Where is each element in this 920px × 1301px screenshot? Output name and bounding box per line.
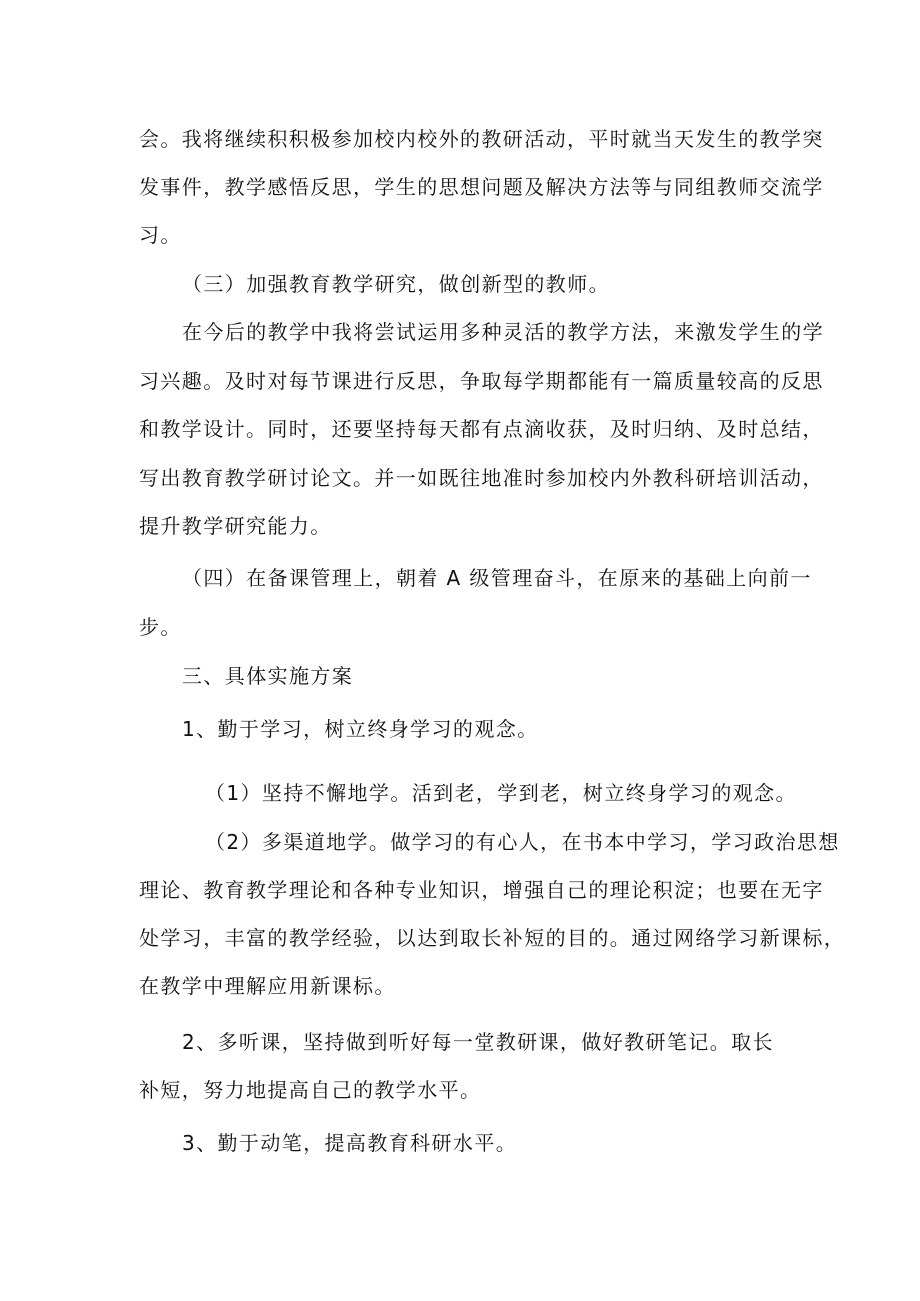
paragraph-line: 和教学设计。同时，还要坚持每天都有点滴收获，及时归纳、及时总结， — [139, 417, 824, 441]
paragraph-line: 会。我将继续积积极参加校内校外的教研活动，平时就当天发生的教学突 — [139, 127, 824, 151]
sub-item-2: （2）多渠道地学。做学习的有心人，在书本中学习，学习政治思想 — [205, 830, 840, 854]
paragraph-line: 写出教育教学研讨论文。并一如既往地准时参加校内外教科研培训活动， — [139, 466, 824, 490]
section-heading-4: （四）在备课管理上，朝着 A 级管理奋斗，在原来的基础上向前一 — [182, 566, 812, 590]
chapter-heading: 三、具体实施方案 — [182, 664, 354, 688]
section-heading-3: （三）加强教育教学研究，做创新型的教师。 — [182, 272, 610, 296]
paragraph-line: 补短，努力地提高自己的教学水平。 — [139, 1078, 482, 1102]
paragraph-line: 步。 — [139, 615, 182, 639]
item-heading-3: 3、勤于动笔，提高教育科研水平。 — [182, 1131, 518, 1155]
paragraph-line: 处学习，丰富的教学经验，以达到取长补短的目的。通过网络学习新课标， — [139, 926, 846, 950]
item-heading-2: 2、多听课，坚持做到听好每一堂教研课，做好教研笔记。取长 — [182, 1030, 774, 1054]
paragraph-line: 在教学中理解应用新课标。 — [139, 974, 396, 998]
paragraph-line: 习。 — [139, 223, 182, 247]
paragraph-line: 发事件，教学感悟反思，学生的思想问题及解决方法等与同组教师交流学 — [139, 175, 824, 199]
paragraph-line: 习兴趣。及时对每节课进行反思，争取每学期都能有一篇质量较高的反思 — [139, 369, 824, 393]
item-heading-1: 1、勤于学习，树立终身学习的观念。 — [182, 717, 539, 741]
sub-item-1: （1）坚持不懈地学。活到老，学到老，树立终身学习的观念。 — [205, 781, 797, 805]
paragraph-line: 提升教学研究能力。 — [139, 514, 332, 538]
paragraph-line: 在今后的教学中我将尝试运用多种灵活的教学方法，来激发学生的学 — [182, 320, 824, 344]
paragraph-line: 理论、教育教学理论和各种专业知识，增强自己的理论积淀；也要在无字 — [139, 878, 824, 902]
